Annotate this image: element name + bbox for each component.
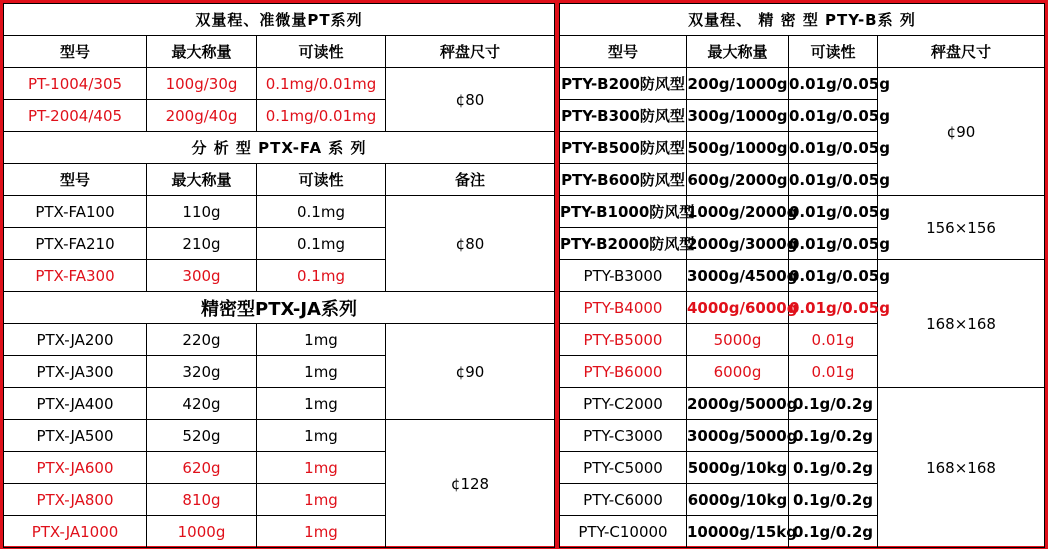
model-cell: PTY-C6000 bbox=[560, 484, 687, 516]
model-cell: PTY-C5000 bbox=[560, 452, 687, 484]
capacity-cell: 810g bbox=[147, 484, 257, 516]
col-header-pan-size: 秤盘尺寸 bbox=[878, 36, 1045, 68]
col-header-pan-size: 秤盘尺寸 bbox=[386, 36, 555, 68]
model-cell: PTY-B3000 bbox=[560, 260, 687, 292]
model-cell: PTY-C2000 bbox=[560, 388, 687, 420]
capacity-cell: 5000g bbox=[687, 324, 789, 356]
capacity-cell: 6000g/10kg bbox=[687, 484, 789, 516]
readability-cell: 1mg bbox=[257, 420, 386, 452]
model-cell: PT-2004/405 bbox=[4, 100, 147, 132]
model-cell: PTY-C10000 bbox=[560, 516, 687, 548]
readability-cell: 1mg bbox=[257, 484, 386, 516]
pan-size-cell: ¢90 bbox=[878, 68, 1045, 196]
pan-size-cell: ¢90 bbox=[386, 324, 555, 420]
readability-cell: 0.01g/0.05g bbox=[789, 260, 878, 292]
readability-cell: 0.1mg bbox=[257, 196, 386, 228]
readability-cell: 1mg bbox=[257, 324, 386, 356]
model-cell: PTX-JA1000 bbox=[4, 516, 147, 548]
model-cell: PTY-B500防风型 bbox=[560, 132, 687, 164]
capacity-cell: 300g/1000g bbox=[687, 100, 789, 132]
readability-cell: 0.01g bbox=[789, 324, 878, 356]
model-cell: PTX-FA100 bbox=[4, 196, 147, 228]
pan-size-cell: ¢80 bbox=[386, 68, 555, 132]
capacity-cell: 210g bbox=[147, 228, 257, 260]
capacity-cell: 10000g/15kg bbox=[687, 516, 789, 548]
col-header-model: 型号 bbox=[560, 36, 687, 68]
col-header-capacity: 最大称量 bbox=[147, 164, 257, 196]
table-row bbox=[4, 196, 555, 228]
readability-cell: 0.01g/0.05g bbox=[789, 228, 878, 260]
pan-size-cell: 156×156 bbox=[878, 196, 1045, 260]
capacity-cell: 2000g/3000g bbox=[687, 228, 789, 260]
fa-series-title: 分 析 型 PTX-FA 系 列 bbox=[4, 132, 555, 164]
model-cell: PTX-JA300 bbox=[4, 356, 147, 388]
pan-size-cell: ¢128 bbox=[386, 420, 555, 548]
table-row bbox=[4, 68, 555, 100]
capacity-cell: 1000g bbox=[147, 516, 257, 548]
pty-series-title: 双量程、 精 密 型 PTY-B系 列 bbox=[560, 4, 1045, 36]
capacity-cell: 200g/40g bbox=[147, 100, 257, 132]
model-cell: PT-1004/305 bbox=[4, 68, 147, 100]
pan-size-cell: 168×168 bbox=[878, 388, 1045, 548]
readability-cell: 0.1g/0.2g bbox=[789, 516, 878, 548]
readability-cell: 0.01g/0.05g bbox=[789, 292, 878, 324]
capacity-cell: 4000g/6000g bbox=[687, 292, 789, 324]
readability-cell: 0.1mg/0.01mg bbox=[257, 100, 386, 132]
capacity-cell: 100g/30g bbox=[147, 68, 257, 100]
readability-cell: 0.1g/0.2g bbox=[789, 388, 878, 420]
model-cell: PTY-B2000防风型 bbox=[560, 228, 687, 260]
model-cell: PTY-B600防风型 bbox=[560, 164, 687, 196]
capacity-cell: 620g bbox=[147, 452, 257, 484]
model-cell: PTX-JA500 bbox=[4, 420, 147, 452]
capacity-cell: 110g bbox=[147, 196, 257, 228]
pan-size-cell: 168×168 bbox=[878, 260, 1045, 388]
table-row bbox=[560, 388, 1045, 420]
capacity-cell: 3000g/4500g bbox=[687, 260, 789, 292]
capacity-cell: 6000g bbox=[687, 356, 789, 388]
col-header-readability: 可读性 bbox=[257, 36, 386, 68]
model-cell: PTY-B5000 bbox=[560, 324, 687, 356]
model-cell: PTY-B300防风型 bbox=[560, 100, 687, 132]
model-cell: PTY-B4000 bbox=[560, 292, 687, 324]
readability-cell: 1mg bbox=[257, 452, 386, 484]
model-cell: PTY-C3000 bbox=[560, 420, 687, 452]
model-cell: PTX-JA400 bbox=[4, 388, 147, 420]
col-header-capacity: 最大称量 bbox=[687, 36, 789, 68]
model-cell: PTX-JA200 bbox=[4, 324, 147, 356]
right-spec-panel bbox=[556, 0, 1048, 549]
col-header-readability: 可读性 bbox=[257, 164, 386, 196]
capacity-cell: 200g/1000g bbox=[687, 68, 789, 100]
readability-cell: 0.1mg/0.01mg bbox=[257, 68, 386, 100]
readability-cell: 1mg bbox=[257, 516, 386, 548]
readability-cell: 0.1g/0.2g bbox=[789, 484, 878, 516]
readability-cell: 0.01g/0.05g bbox=[789, 196, 878, 228]
capacity-cell: 500g/1000g bbox=[687, 132, 789, 164]
capacity-cell: 520g bbox=[147, 420, 257, 452]
readability-cell: 0.1g/0.2g bbox=[789, 452, 878, 484]
readability-cell: 0.1mg bbox=[257, 260, 386, 292]
table-row bbox=[560, 260, 1045, 292]
readability-cell: 1mg bbox=[257, 356, 386, 388]
model-cell: PTY-B6000 bbox=[560, 356, 687, 388]
readability-cell: 0.01g bbox=[789, 356, 878, 388]
col-header-remarks: 备注 bbox=[386, 164, 555, 196]
table-row bbox=[4, 324, 555, 356]
capacity-cell: 300g bbox=[147, 260, 257, 292]
table-row bbox=[560, 196, 1045, 228]
pt-series-title: 双量程、准微量PT系列 bbox=[4, 4, 555, 36]
readability-cell: 0.01g/0.05g bbox=[789, 164, 878, 196]
right-spec-table bbox=[559, 3, 1045, 548]
capacity-cell: 1000g/2000g bbox=[687, 196, 789, 228]
table-row bbox=[4, 420, 555, 452]
capacity-cell: 600g/2000g bbox=[687, 164, 789, 196]
capacity-cell: 220g bbox=[147, 324, 257, 356]
col-header-model: 型号 bbox=[4, 36, 147, 68]
readability-cell: 0.1g/0.2g bbox=[789, 420, 878, 452]
readability-cell: 0.1mg bbox=[257, 228, 386, 260]
capacity-cell: 420g bbox=[147, 388, 257, 420]
model-cell: PTX-FA210 bbox=[4, 228, 147, 260]
readability-cell: 1mg bbox=[257, 388, 386, 420]
model-cell: PTX-JA600 bbox=[4, 452, 147, 484]
capacity-cell: 5000g/10kg bbox=[687, 452, 789, 484]
model-cell: PTY-B200防风型 bbox=[560, 68, 687, 100]
left-spec-table bbox=[3, 3, 555, 548]
pan-size-cell: ¢80 bbox=[386, 196, 555, 292]
model-cell: PTX-FA300 bbox=[4, 260, 147, 292]
col-header-readability: 可读性 bbox=[789, 36, 878, 68]
col-header-model: 型号 bbox=[4, 164, 147, 196]
capacity-cell: 2000g/5000g bbox=[687, 388, 789, 420]
col-header-capacity: 最大称量 bbox=[147, 36, 257, 68]
readability-cell: 0.01g/0.05g bbox=[789, 132, 878, 164]
table-row bbox=[560, 68, 1045, 100]
capacity-cell: 3000g/5000g bbox=[687, 420, 789, 452]
ja-series-title: 精密型PTX-JA系列 bbox=[4, 292, 555, 324]
model-cell: PTY-B1000防风型 bbox=[560, 196, 687, 228]
readability-cell: 0.01g/0.05g bbox=[789, 100, 878, 132]
model-cell: PTX-JA800 bbox=[4, 484, 147, 516]
readability-cell: 0.01g/0.05g bbox=[789, 68, 878, 100]
capacity-cell: 320g bbox=[147, 356, 257, 388]
